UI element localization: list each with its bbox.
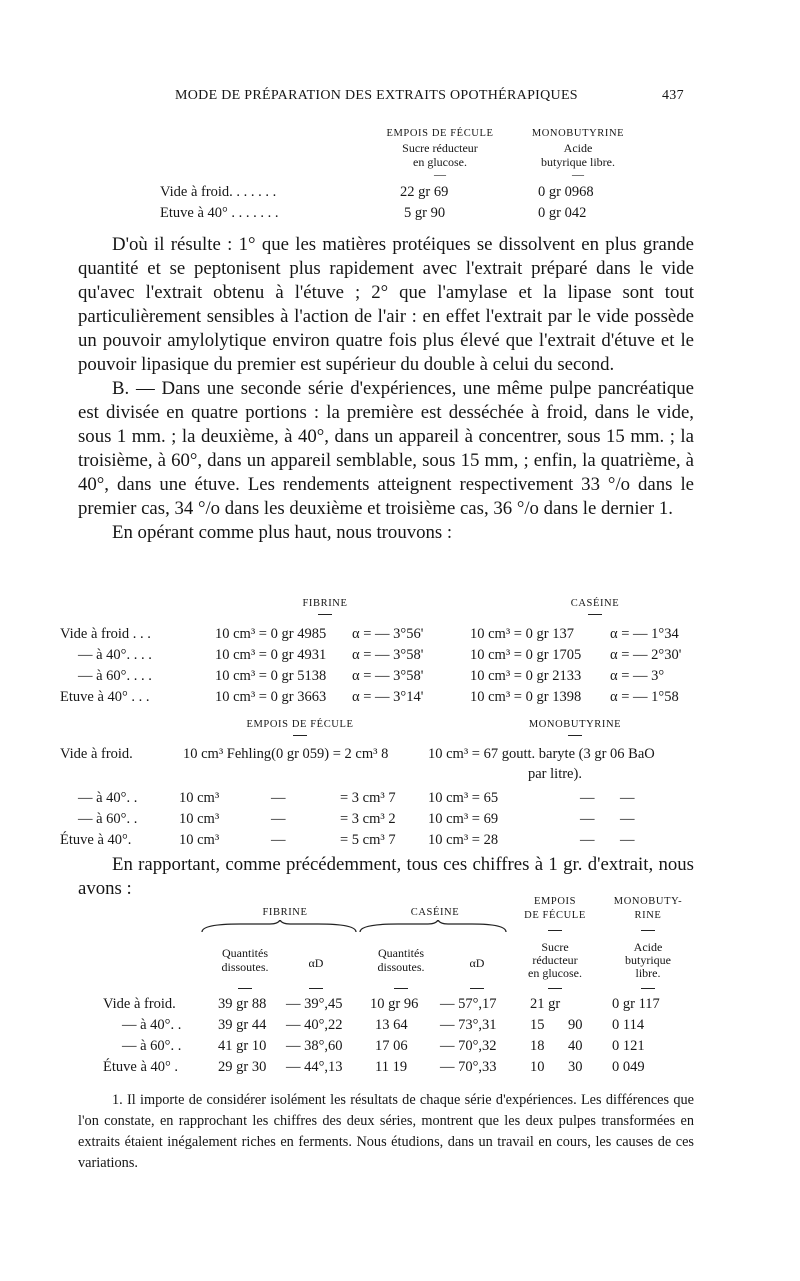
t2-row-fibrine-alpha: α = — 3°14' (352, 689, 424, 705)
t4-sub-sucre-2: réducteur (532, 953, 578, 967)
t4-row-e2: 40 (568, 1038, 583, 1054)
t4-row-label: Vide à froid. (103, 996, 176, 1012)
t2-row-caseine-alpha: α = — 2°30' (610, 647, 682, 663)
t4-sub-acide-3: libre. (635, 966, 661, 980)
t3-row-b2: — (580, 832, 595, 848)
t4-row-m1: 0 121 (612, 1038, 645, 1054)
t2-row-label: Etuve à 40° . . . (60, 689, 150, 705)
brace-caseine (360, 920, 506, 932)
t3-row-mono: 10 cm³ = 67 goutt. baryte (3 gr 06 BaO (428, 746, 655, 762)
footnote-text: 1. Il importe de considérer isolément les résultats de chaque série d'expériences. Les différences que l'on constate, en rapprochant les chiffres des deux séries, montrent que les deux pulpes transformées en extraits étaient inégalement riches en ferments. Nous étudions, dans un travail en cours, les causes de ces variations. (78, 1092, 694, 1171)
t3-row-a2: — (271, 811, 286, 827)
t4-sub-sucre-3: en glucose. (528, 966, 582, 980)
t3-row-a3: = 3 cm³ 7 (340, 790, 396, 806)
body-paragraphs (78, 233, 694, 545)
t2-row-label: — à 60°. . . . (78, 668, 152, 684)
t4-head-empois-2: DE FÉCULE (524, 910, 586, 921)
t4-sub-dash (238, 988, 252, 989)
t3-row-mono-cont: par litre). (528, 766, 582, 782)
paragraph-3: En opérant comme plus haut, nous trouvons : (112, 522, 453, 543)
t1-row-v1: 22 gr 69 (400, 184, 449, 200)
t4-sub-dash (309, 988, 323, 989)
t1-row-label: Etuve à 40° . . . . . . . (160, 205, 279, 221)
t3-dash (568, 735, 582, 736)
t4-sub-dash (548, 988, 562, 989)
t3-row-a3: = 3 cm³ 2 (340, 811, 396, 827)
t4-head-empois: EMPOIS (533, 896, 577, 907)
paragraph-2: B. — Dans une seconde série d'expériences, une même pulpe pancréatique est divisée en quatre portions : la première est desséchée à froid, dans le vide, sous 1 mm. ; la deuxième, à 40°, dans un appareil à concentrer, sous 15 mm. ; la troisième, à 60°, dans un appareil semblable, sous 15 mm, ; enfin, la quatrième, à 40°, dans une étuve. Les rendements atteignent respectivement 33 °/o dans le premier cas, 34 °/o dans les deuxième et troisième cas, 36 °/o dans le dernier 1. (78, 378, 694, 519)
t4-row-label: — à 40°. . (122, 1017, 182, 1033)
t3-row-b3: — (620, 832, 635, 848)
t4-row-c1: 17 06 (375, 1038, 408, 1054)
t4-head-fibrine: FIBRINE (262, 907, 308, 918)
t3-head-empois: EMPOIS DE FÉCULE (246, 719, 354, 730)
t4-dash (548, 930, 562, 931)
t2-row-fibrine: 10 cm³ = 0 gr 4931 (215, 647, 327, 663)
t4-head-mono-2: RINE (634, 910, 662, 921)
t3-dash (293, 735, 307, 736)
t4-row-m1: 0 gr 117 (612, 996, 660, 1012)
t2-row-label: — à 40°. . . . (78, 647, 152, 663)
t4-dash (641, 930, 655, 931)
t4-row-c2: — 73°,31 (440, 1017, 497, 1033)
t4-row-e2: 90 (568, 1017, 583, 1033)
t3-row-a1: 10 cm³ (179, 832, 220, 848)
t4-row-m1: 0 114 (612, 1017, 645, 1033)
t4-sub-quant-caseine-2: dissoutes. (377, 960, 425, 974)
t2-row-fibrine: 10 cm³ = 0 gr 5138 (215, 668, 327, 684)
t1-row-label: Vide à froid. . . . . . . (160, 184, 277, 200)
t2-dash (318, 614, 332, 615)
t4-sub-acide: Acide (633, 940, 663, 954)
t1-row-v1: 5 gr 90 (404, 205, 446, 221)
t4-sub-sucre: Sucre (541, 940, 569, 954)
t2-head-caseine: CASÉINE (570, 598, 620, 609)
t1-col1-sub: Sucre réducteur (402, 141, 478, 155)
t2-row-label: Vide à froid . . . (60, 626, 151, 642)
t4-row-label: Étuve à 40° . (103, 1059, 179, 1075)
t3-row-a1: 10 cm³ (179, 790, 220, 806)
t2-row-caseine-alpha: α = — 1°34 (610, 626, 679, 642)
t3-row-label: — à 40°. . (78, 790, 138, 806)
t4-sub-alpha-caseine: αD (469, 956, 485, 970)
t2-row-caseine: 10 cm³ = 0 gr 137 (470, 626, 574, 642)
t4-sub-dash (470, 988, 484, 989)
t3-row-empois: 10 cm³ Fehling(0 gr 059) = 2 cm³ 8 (183, 746, 389, 762)
t2-row-caseine: 10 cm³ = 0 gr 2133 (470, 668, 582, 684)
t3-row-b3: — (620, 790, 635, 806)
t4-row-f1: 41 gr 10 (218, 1038, 267, 1054)
t1-dash-2: — (572, 167, 584, 181)
t4-row-c1: 11 19 (375, 1059, 408, 1075)
t4-row-e1: 15 (530, 1017, 545, 1033)
t3-row-a2: — (271, 832, 286, 848)
t4-row-f1: 39 gr 88 (218, 996, 267, 1012)
t4-row-f2: — 44°,13 (286, 1059, 343, 1075)
t3-row-b1: 10 cm³ = 69 (428, 811, 499, 827)
t4-header-braces (200, 920, 510, 934)
t2-head-fibrine: FIBRINE (302, 598, 348, 609)
t3-row-b2: — (580, 790, 595, 806)
t3-row-a1: 10 cm³ (179, 811, 220, 827)
t2-row-fibrine-alpha: α = — 3°58' (352, 647, 424, 663)
body-paragraph-4 (78, 853, 694, 901)
t2-row-caseine-alpha: α = — 1°58 (610, 689, 679, 705)
t4-row-label: — à 60°. . (122, 1038, 182, 1054)
t1-col1-sub2: en glucose. (413, 155, 467, 169)
t4-row-c2: — 70°,33 (440, 1059, 497, 1075)
t3-row-b3: — (620, 811, 635, 827)
t1-row-v2: 0 gr 042 (538, 205, 587, 221)
paragraph-4: En rapportant, comme précédemment, tous ces chiffres à 1 gr. d'extrait, nous avons : (78, 854, 694, 899)
t4-row-c2: — 70°,32 (440, 1038, 497, 1054)
t4-row-f1: 39 gr 44 (218, 1017, 267, 1033)
t4-sub-dash (394, 988, 408, 989)
t2-row-fibrine-alpha: α = — 3°56' (352, 626, 424, 642)
t4-row-f2: — 40°,22 (286, 1017, 343, 1033)
t2-row-caseine: 10 cm³ = 0 gr 1398 (470, 689, 582, 705)
t1-col2-head: MONOBUTYRINE (531, 128, 625, 139)
t4-sub-alpha-fibrine: αD (308, 956, 324, 970)
t3-head-mono: MONOBUTYRINE (528, 719, 622, 730)
t3-row-b2: — (580, 811, 595, 827)
t4-sub-quant-fibrine: Quantités (222, 946, 268, 960)
t4-head-caseine: CASÉINE (410, 907, 460, 918)
t1-col1-head: EMPOIS DE FÉCULE (386, 128, 494, 139)
t4-sub-quant-caseine: Quantités (378, 946, 424, 960)
t4-row-f2: — 39°,45 (286, 996, 343, 1012)
t3-row-label: Étuve à 40°. (60, 832, 132, 848)
t4-sub-acide-2: butyrique (625, 953, 671, 967)
t2-row-fibrine: 10 cm³ = 0 gr 3663 (215, 689, 327, 705)
t2-dash (588, 614, 602, 615)
t1-dash-1: — (434, 167, 446, 181)
t4-row-c2: — 57°,17 (440, 996, 497, 1012)
t4-sub-quant-fibrine-2: dissoutes. (221, 960, 269, 974)
t1-col2-sub2: butyrique libre. (541, 155, 615, 169)
footnote (78, 1090, 694, 1174)
t3-row-a3: = 5 cm³ 7 (340, 832, 396, 848)
t3-row-label: — à 60°. . (78, 811, 138, 827)
t4-sub-dash (641, 988, 655, 989)
t4-row-e1: 18 (530, 1038, 545, 1054)
t4-row-c1: 13 64 (375, 1017, 408, 1033)
t2-row-caseine: 10 cm³ = 0 gr 1705 (470, 647, 582, 663)
t1-col2-sub: Acide (563, 141, 593, 155)
t3-row-a2: — (271, 790, 286, 806)
t2-row-fibrine: 10 cm³ = 0 gr 4985 (215, 626, 327, 642)
t4-row-c1: 10 gr 96 (370, 996, 419, 1012)
t4-row-e1: 21 gr (530, 996, 561, 1012)
t4-row-m1: 0 049 (612, 1059, 645, 1075)
page-number: 437 (662, 88, 684, 103)
paragraph-1: D'où il résulte : 1° que les matières protéiques se dissolvent en plus grande quantité et se peptonisent plus rapidement avec l'extrait préparé dans le vide qu'avec l'extrait obtenu à l'étuve ; 2° que l'amylase et la lipase sont tout particulièrement sensibles à l'action de l'air : en effet l'extrait par le vide possède un pouvoir amylolytique environ quatre fois plus élevé que l'extrait d'étuve et le pouvoir lipasique du premier est supérieur du double à celui du second. (78, 234, 694, 375)
t4-head-mono: MONOBUTY- (613, 896, 683, 907)
t2-row-caseine-alpha: α = — 3° (610, 668, 665, 684)
t4-row-f2: — 38°,60 (286, 1038, 343, 1054)
brace-fibrine (202, 920, 356, 932)
t4-row-f1: 29 gr 30 (218, 1059, 267, 1075)
t4-row-e2: 30 (568, 1059, 583, 1075)
t4-row-e1: 10 (530, 1059, 545, 1075)
t1-row-v2: 0 gr 0968 (538, 184, 594, 200)
t3-row-label: Vide à froid. (60, 746, 133, 762)
t2-row-fibrine-alpha: α = — 3°58' (352, 668, 424, 684)
t3-row-b1: 10 cm³ = 28 (428, 832, 499, 848)
t3-row-b1: 10 cm³ = 65 (428, 790, 499, 806)
running-title: MODE DE PRÉPARATION DES EXTRAITS OPOTHÉRAPIQUES (175, 88, 578, 103)
